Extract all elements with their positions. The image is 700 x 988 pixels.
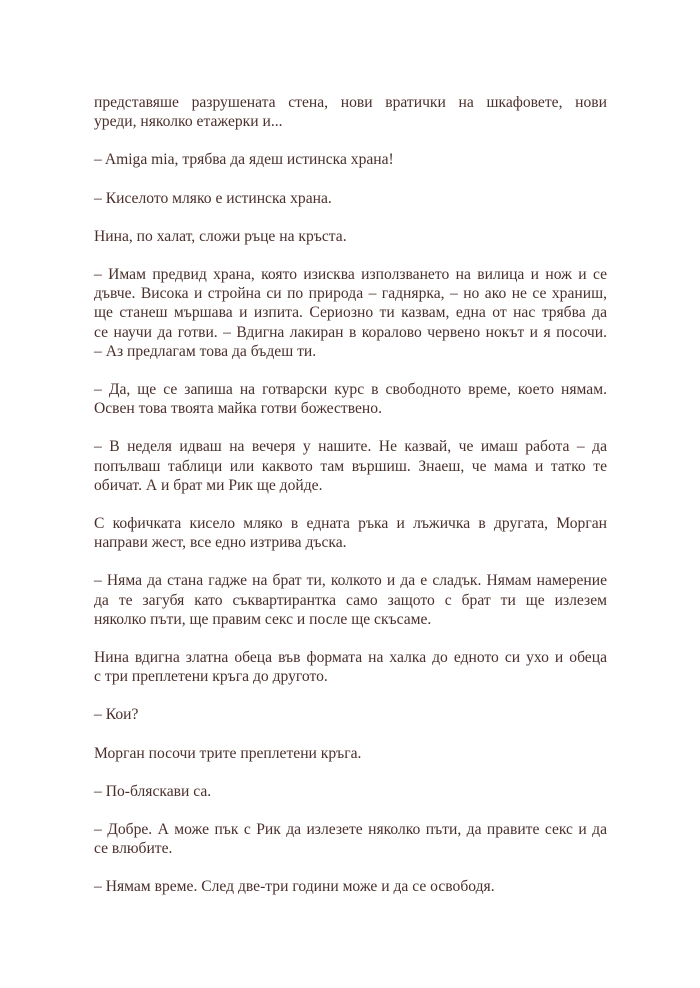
text-line: – Amiga mia, трябва да ядеш истинска храна! [94,151,394,169]
text-line: – Киселото мляко е истинска храна. [94,189,332,207]
paragraph [94,820,607,858]
text-line: – Добре. А може пък с Рик да излезете няколко пъти, да правите секс и да [94,821,607,839]
paragraph [94,189,607,208]
text-line: – Нямам време. След две-три години може и да се освободя. [94,878,495,896]
paragraph [94,265,607,361]
text-line: Нина, по халат, сложи ръце на кръста. [94,227,347,245]
paragraph [94,437,607,495]
text-line: с три преплетени кръга до другото. [94,668,328,686]
text-line: уреди, няколко етажерки и... [94,113,283,131]
text-line: Освен това твоята майка готви божествено. [94,400,382,418]
text-line: попълваш таблици или каквото там вършиш. Знаеш, че мама и татко те [94,457,607,475]
page-body [94,93,607,897]
text-line: ще станеш мършава и изпита. Сериозно ти казвам, една от нас трябва да [94,304,607,322]
text-line: дъвче. Висока и стройна си по природа – гаднярка, – но ако не се храниш, [94,285,607,303]
paragraph [94,227,607,246]
paragraph [94,571,607,629]
text-line: – Кои? [94,706,139,724]
text-line: се влюбите. [94,840,173,858]
text-line: обичат. А и брат ми Рик ще дойде. [94,476,323,494]
paragraph [94,93,607,131]
text-line: С кофичката кисело мляко в едната ръка и лъжичка в другата, Морган [94,515,607,533]
paragraph [94,150,607,169]
text-line: няколко пъти, ще правим секс и после ще скъсаме. [94,610,432,628]
paragraph [94,744,607,763]
text-line: – Да, ще се запиша на готварски курс в свободното време, което нямам. [94,381,607,399]
paragraph [94,705,607,724]
text-line: да те загубя като съквартирантка само защото с брат ти ще излезем [94,591,607,609]
text-line: – Няма да стана гадже на брат ти, колкото и да е сладък. Нямам намерение [94,572,607,590]
text-line: Морган посочи трите преплетени кръга. [94,744,362,762]
text-line: направи жест, все едно изтрива дъска. [94,534,347,552]
text-line: – Имам предвид храна, която изисква използването на вилица и нож и се [94,266,607,284]
text-line: – В неделя идваш на вечеря у нашите. Не казвай, че имаш работа – да [94,438,607,456]
paragraph [94,514,607,552]
text-line: – По-бляскави са. [94,782,212,800]
paragraph [94,648,607,686]
paragraph [94,782,607,801]
paragraph [94,877,607,896]
paragraph [94,380,607,418]
text-line: представяше разрушената стена, нови вратички на шкафовете, нови [94,94,607,111]
text-line: се научи да готви. – Вдигна лакиран в коралово червено нокът и я посочи. [94,323,607,341]
text-line: – Аз предлагам това да бъдеш ти. [94,342,317,360]
text-line: Нина вдигна златна обеца във формата на халка до едното си ухо и обеца [94,649,607,667]
